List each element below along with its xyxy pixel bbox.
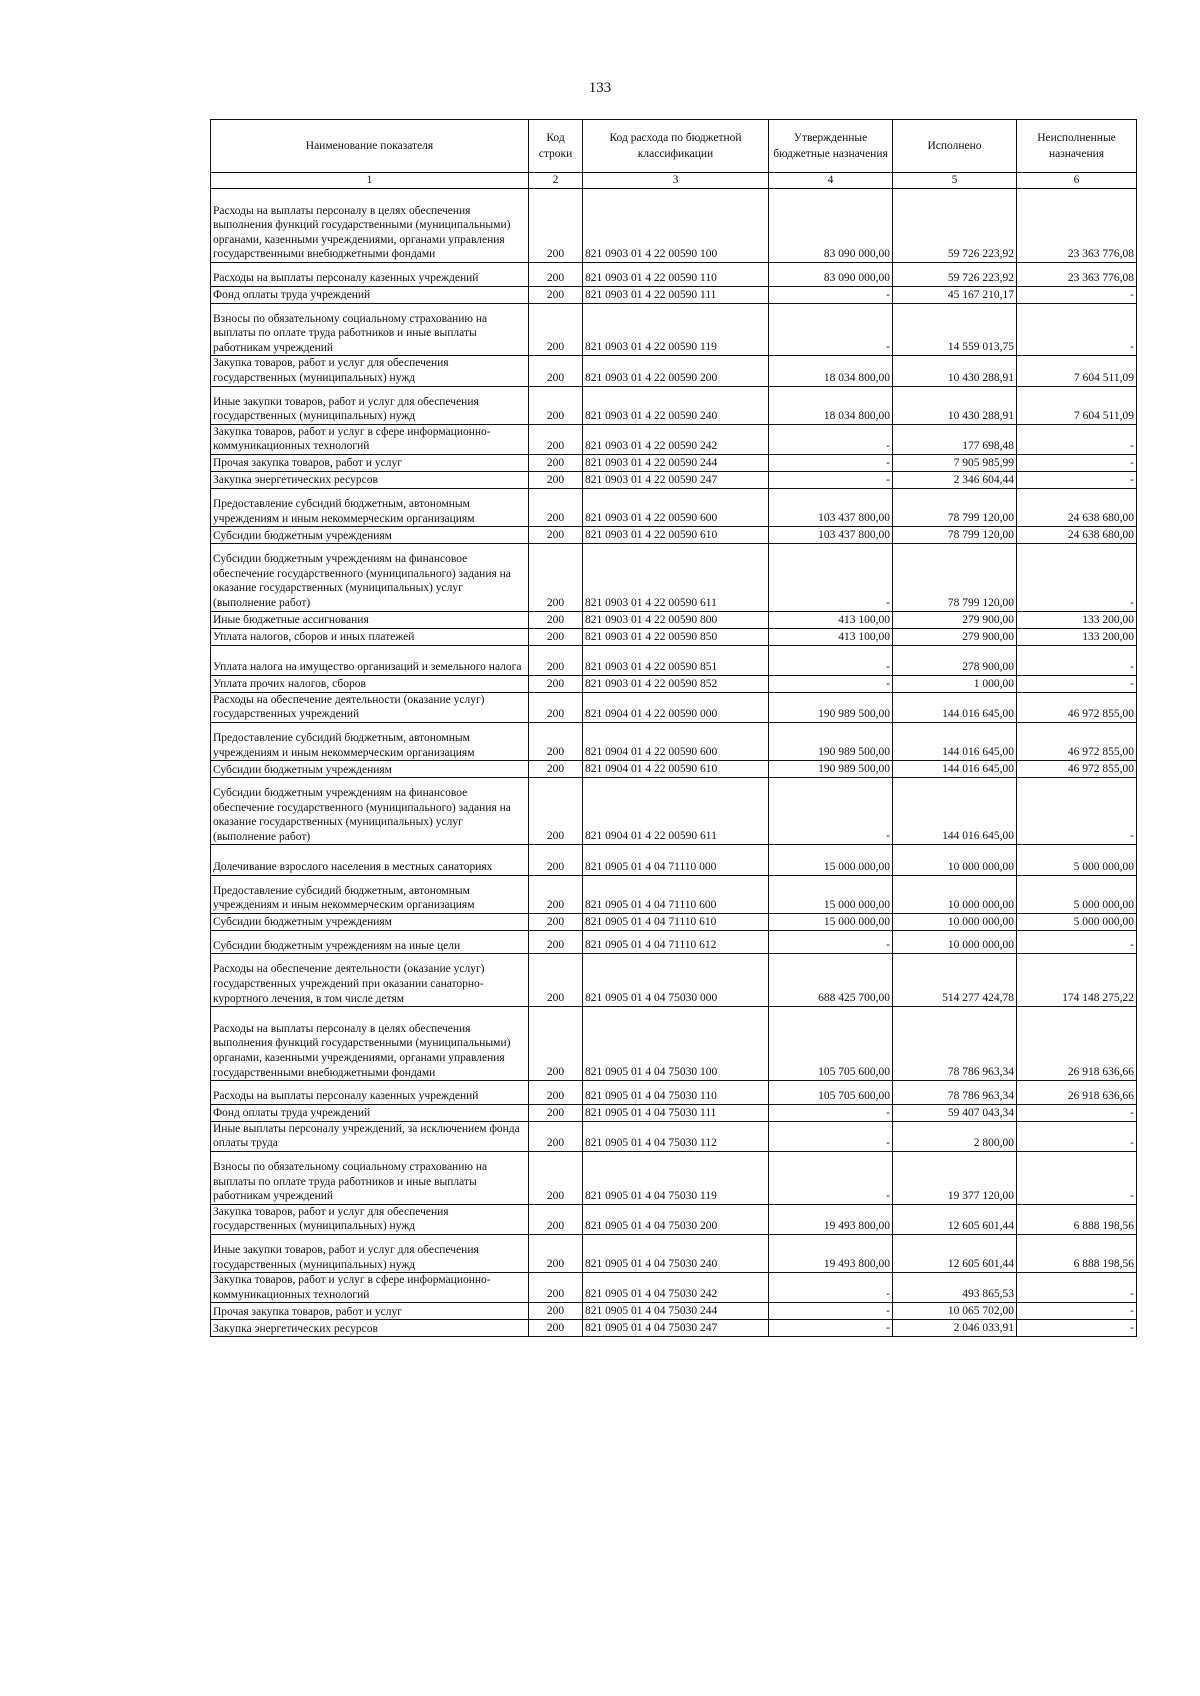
row-line-code-cell: 200 — [529, 286, 583, 303]
row-line-code-cell: 200 — [529, 954, 583, 1007]
table-body — [211, 189, 1137, 1337]
row-unexecuted-cell: 24 638 680,00 — [1017, 488, 1137, 526]
row-approved-cell: 19 493 800,00 — [769, 1235, 893, 1273]
row-executed-cell: 10 065 702,00 — [893, 1303, 1017, 1320]
row-executed-cell: 7 905 985,99 — [893, 454, 1017, 471]
row-name-cell: Иные бюджетные ассигнования — [211, 611, 529, 628]
table-row — [211, 471, 1137, 488]
row-approved-cell: - — [769, 1121, 893, 1151]
row-executed-cell: 10 000 000,00 — [893, 845, 1017, 875]
row-unexecuted-cell: - — [1017, 930, 1137, 954]
row-name-cell: Предоставление субсидий бюджетным, автономным учреждениям и иным некоммерческим организациям — [211, 875, 529, 913]
row-executed-cell: 78 786 963,34 — [893, 1007, 1017, 1081]
row-approved-cell: 18 034 800,00 — [769, 356, 893, 386]
row-budget-code-cell: 821 0903 01 4 22 00590 600 — [583, 488, 769, 526]
row-approved-cell: 18 034 800,00 — [769, 386, 893, 424]
row-line-code-cell: 200 — [529, 1081, 583, 1105]
row-approved-cell: 15 000 000,00 — [769, 913, 893, 930]
table-row — [211, 1204, 1137, 1234]
row-approved-cell: - — [769, 1152, 893, 1205]
header-executed: Исполнено — [893, 120, 1017, 173]
row-line-code-cell: 200 — [529, 761, 583, 778]
row-line-code-cell: 200 — [529, 1303, 583, 1320]
row-approved-cell: - — [769, 778, 893, 845]
row-approved-cell: 105 705 600,00 — [769, 1007, 893, 1081]
table-row — [211, 1104, 1137, 1121]
row-name-cell: Субсидии бюджетным учреждениям — [211, 913, 529, 930]
table-row — [211, 1320, 1137, 1337]
row-unexecuted-cell: - — [1017, 778, 1137, 845]
row-approved-cell: 103 437 800,00 — [769, 488, 893, 526]
table-row — [211, 628, 1137, 645]
row-approved-cell: 413 100,00 — [769, 611, 893, 628]
row-executed-cell: 14 559 013,75 — [893, 303, 1017, 356]
row-approved-cell: - — [769, 1320, 893, 1337]
row-approved-cell: 190 989 500,00 — [769, 722, 893, 760]
table-row — [211, 722, 1137, 760]
row-budget-code-cell: 821 0903 01 4 22 00590 800 — [583, 611, 769, 628]
row-unexecuted-cell: 7 604 511,09 — [1017, 356, 1137, 386]
row-line-code-cell: 200 — [529, 645, 583, 675]
row-line-code-cell: 200 — [529, 1273, 583, 1303]
row-unexecuted-cell: 26 918 636,66 — [1017, 1081, 1137, 1105]
row-name-cell: Фонд оплаты труда учреждений — [211, 286, 529, 303]
table-row — [211, 1273, 1137, 1303]
row-unexecuted-cell: - — [1017, 675, 1137, 692]
column-number: 1 — [211, 173, 529, 189]
row-executed-cell: 59 407 043,34 — [893, 1104, 1017, 1121]
row-name-cell: Расходы на выплаты персоналу казенных учреждений — [211, 1081, 529, 1105]
row-budget-code-cell: 821 0903 01 4 22 00590 852 — [583, 675, 769, 692]
row-budget-code-cell: 821 0905 01 4 04 75030 240 — [583, 1235, 769, 1273]
row-name-cell: Уплата налогов, сборов и иных платежей — [211, 628, 529, 645]
table-row — [211, 930, 1137, 954]
table-row — [211, 692, 1137, 722]
row-budget-code-cell: 821 0904 01 4 22 00590 600 — [583, 722, 769, 760]
row-approved-cell: - — [769, 1303, 893, 1320]
row-unexecuted-cell: 26 918 636,66 — [1017, 1007, 1137, 1081]
row-executed-cell: 177 698,48 — [893, 424, 1017, 454]
row-executed-cell: 78 786 963,34 — [893, 1081, 1017, 1105]
row-budget-code-cell: 821 0903 01 4 22 00590 200 — [583, 356, 769, 386]
row-budget-code-cell: 821 0903 01 4 22 00590 610 — [583, 527, 769, 544]
row-name-cell: Прочая закупка товаров, работ и услуг — [211, 454, 529, 471]
row-executed-cell: 144 016 645,00 — [893, 692, 1017, 722]
row-line-code-cell: 200 — [529, 692, 583, 722]
row-executed-cell: 10 000 000,00 — [893, 930, 1017, 954]
row-name-cell: Иные закупки товаров, работ и услуг для обеспечения государственных (муниципальных) нужд — [211, 1235, 529, 1273]
row-executed-cell: 144 016 645,00 — [893, 761, 1017, 778]
row-unexecuted-cell: 7 604 511,09 — [1017, 386, 1137, 424]
row-budget-code-cell: 821 0905 01 4 04 71110 612 — [583, 930, 769, 954]
row-line-code-cell: 200 — [529, 386, 583, 424]
row-unexecuted-cell: - — [1017, 471, 1137, 488]
column-number-row — [211, 173, 1137, 189]
table-row — [211, 386, 1137, 424]
column-number: 6 — [1017, 173, 1137, 189]
row-name-cell: Расходы на обеспечение деятельности (оказание услуг) государственных учреждений при оказании санаторно-курортного лечения, в том числе детям — [211, 954, 529, 1007]
row-line-code-cell: 200 — [529, 527, 583, 544]
row-budget-code-cell: 821 0903 01 4 22 00590 247 — [583, 471, 769, 488]
row-name-cell: Фонд оплаты труда учреждений — [211, 1104, 529, 1121]
row-unexecuted-cell: - — [1017, 645, 1137, 675]
row-budget-code-cell: 821 0903 01 4 22 00590 111 — [583, 286, 769, 303]
row-executed-cell: 78 799 120,00 — [893, 544, 1017, 611]
row-unexecuted-cell: 6 888 198,56 — [1017, 1235, 1137, 1273]
row-budget-code-cell: 821 0905 01 4 04 75030 200 — [583, 1204, 769, 1234]
row-line-code-cell: 200 — [529, 471, 583, 488]
row-name-cell: Расходы на обеспечение деятельности (оказание услуг) государственных учреждений — [211, 692, 529, 722]
row-approved-cell: - — [769, 645, 893, 675]
row-budget-code-cell: 821 0905 01 4 04 75030 111 — [583, 1104, 769, 1121]
row-unexecuted-cell: 133 200,00 — [1017, 628, 1137, 645]
row-budget-code-cell: 821 0903 01 4 22 00590 242 — [583, 424, 769, 454]
row-line-code-cell: 200 — [529, 303, 583, 356]
table-row — [211, 1152, 1137, 1205]
row-executed-cell: 12 605 601,44 — [893, 1235, 1017, 1273]
table-row — [211, 1081, 1137, 1105]
row-unexecuted-cell: 23 363 776,08 — [1017, 189, 1137, 263]
row-line-code-cell: 200 — [529, 722, 583, 760]
row-unexecuted-cell: - — [1017, 1320, 1137, 1337]
row-approved-cell: 83 090 000,00 — [769, 189, 893, 263]
table-row — [211, 454, 1137, 471]
row-unexecuted-cell: 46 972 855,00 — [1017, 722, 1137, 760]
row-unexecuted-cell: - — [1017, 1152, 1137, 1205]
header-approved: Утвержденные бюджетные назначения — [769, 120, 893, 173]
row-approved-cell: 190 989 500,00 — [769, 692, 893, 722]
row-unexecuted-cell: - — [1017, 1273, 1137, 1303]
row-unexecuted-cell: 133 200,00 — [1017, 611, 1137, 628]
row-name-cell: Субсидии бюджетным учреждениям на иные цели — [211, 930, 529, 954]
row-approved-cell: - — [769, 471, 893, 488]
row-unexecuted-cell: 174 148 275,22 — [1017, 954, 1137, 1007]
row-budget-code-cell: 821 0903 01 4 22 00590 850 — [583, 628, 769, 645]
row-approved-cell: - — [769, 1273, 893, 1303]
row-line-code-cell: 200 — [529, 611, 583, 628]
row-approved-cell: - — [769, 424, 893, 454]
row-line-code-cell: 200 — [529, 1320, 583, 1337]
row-line-code-cell: 200 — [529, 1121, 583, 1151]
row-executed-cell: 10 430 288,91 — [893, 386, 1017, 424]
row-line-code-cell: 200 — [529, 930, 583, 954]
row-budget-code-cell: 821 0903 01 4 22 00590 244 — [583, 454, 769, 471]
table-row — [211, 913, 1137, 930]
table-row — [211, 424, 1137, 454]
row-name-cell: Долечивание взрослого населения в местных санаториях — [211, 845, 529, 875]
row-line-code-cell: 200 — [529, 845, 583, 875]
row-unexecuted-cell: - — [1017, 1303, 1137, 1320]
row-approved-cell: 15 000 000,00 — [769, 845, 893, 875]
row-budget-code-cell: 821 0905 01 4 04 75030 244 — [583, 1303, 769, 1320]
row-name-cell: Предоставление субсидий бюджетным, автономным учреждениям и иным некоммерческим организациям — [211, 722, 529, 760]
row-budget-code-cell: 821 0904 01 4 22 00590 611 — [583, 778, 769, 845]
row-line-code-cell: 200 — [529, 675, 583, 692]
row-name-cell: Субсидии бюджетным учреждениям на финансовое обеспечение государственного (муниципального) задания на оказание государственных (муниципальных) услуг (выполнение работ) — [211, 778, 529, 845]
row-budget-code-cell: 821 0905 01 4 04 75030 110 — [583, 1081, 769, 1105]
row-executed-cell: 144 016 645,00 — [893, 722, 1017, 760]
row-name-cell: Закупка энергетических ресурсов — [211, 471, 529, 488]
table-row — [211, 675, 1137, 692]
row-unexecuted-cell: 46 972 855,00 — [1017, 692, 1137, 722]
row-approved-cell: - — [769, 286, 893, 303]
row-budget-code-cell: 821 0905 01 4 04 71110 610 — [583, 913, 769, 930]
row-unexecuted-cell: - — [1017, 454, 1137, 471]
row-unexecuted-cell: - — [1017, 544, 1137, 611]
column-number: 3 — [583, 173, 769, 189]
row-line-code-cell: 200 — [529, 189, 583, 263]
row-line-code-cell: 200 — [529, 628, 583, 645]
table-row — [211, 286, 1137, 303]
row-line-code-cell: 200 — [529, 544, 583, 611]
row-approved-cell: 190 989 500,00 — [769, 761, 893, 778]
row-executed-cell: 45 167 210,17 — [893, 286, 1017, 303]
row-budget-code-cell: 821 0904 01 4 22 00590 000 — [583, 692, 769, 722]
row-unexecuted-cell: - — [1017, 286, 1137, 303]
row-unexecuted-cell: - — [1017, 424, 1137, 454]
row-budget-code-cell: 821 0905 01 4 04 75030 000 — [583, 954, 769, 1007]
row-name-cell: Закупка товаров, работ и услуг в сфере информационно-коммуникационных технологий — [211, 1273, 529, 1303]
row-budget-code-cell: 821 0905 01 4 04 71110 600 — [583, 875, 769, 913]
table-row — [211, 954, 1137, 1007]
row-budget-code-cell: 821 0903 01 4 22 00590 110 — [583, 263, 769, 287]
row-unexecuted-cell: 24 638 680,00 — [1017, 527, 1137, 544]
header-unexecuted: Неисполненные назначения — [1017, 120, 1137, 173]
row-line-code-cell: 200 — [529, 1007, 583, 1081]
row-name-cell: Расходы на выплаты персоналу казенных учреждений — [211, 263, 529, 287]
row-executed-cell: 493 865,53 — [893, 1273, 1017, 1303]
row-approved-cell: 105 705 600,00 — [769, 1081, 893, 1105]
row-executed-cell: 514 277 424,78 — [893, 954, 1017, 1007]
row-line-code-cell: 200 — [529, 454, 583, 471]
row-unexecuted-cell: 23 363 776,08 — [1017, 263, 1137, 287]
row-name-cell: Закупка энергетических ресурсов — [211, 1320, 529, 1337]
row-line-code-cell: 200 — [529, 263, 583, 287]
row-name-cell: Взносы по обязательному социальному страхованию на выплаты по оплате труда работников и иные выплаты работникам учреждений — [211, 1152, 529, 1205]
row-line-code-cell: 200 — [529, 424, 583, 454]
row-unexecuted-cell: 5 000 000,00 — [1017, 875, 1137, 913]
table-row — [211, 544, 1137, 611]
table-row — [211, 761, 1137, 778]
row-executed-cell: 59 726 223,92 — [893, 263, 1017, 287]
table-row — [211, 356, 1137, 386]
column-number: 2 — [529, 173, 583, 189]
row-name-cell: Иные закупки товаров, работ и услуг для обеспечения государственных (муниципальных) нужд — [211, 386, 529, 424]
row-approved-cell: - — [769, 930, 893, 954]
table-row — [211, 1235, 1137, 1273]
table-row — [211, 1303, 1137, 1320]
row-approved-cell: - — [769, 454, 893, 471]
row-line-code-cell: 200 — [529, 356, 583, 386]
row-name-cell: Расходы на выплаты персоналу в целях обеспечения выполнения функций государственными (муниципальными) органами, казенными учреждениями, органами управления государственными внебюджетными фондами — [211, 189, 529, 263]
row-unexecuted-cell: 46 972 855,00 — [1017, 761, 1137, 778]
row-name-cell: Расходы на выплаты персоналу в целях обеспечения выполнения функций государственными (муниципальными) органами, казенными учреждениями, органами управления государственными внебюджетными фондами — [211, 1007, 529, 1081]
row-name-cell: Субсидии бюджетным учреждениям — [211, 761, 529, 778]
row-executed-cell: 279 900,00 — [893, 628, 1017, 645]
row-budget-code-cell: 821 0905 01 4 04 75030 119 — [583, 1152, 769, 1205]
row-executed-cell: 2 346 604,44 — [893, 471, 1017, 488]
row-approved-cell: - — [769, 1104, 893, 1121]
row-name-cell: Иные выплаты персоналу учреждений, за исключением фонда оплаты труда — [211, 1121, 529, 1151]
row-executed-cell: 10 430 288,91 — [893, 356, 1017, 386]
row-name-cell: Закупка товаров, работ и услуг для обеспечения государственных (муниципальных) нужд — [211, 356, 529, 386]
row-budget-code-cell: 821 0905 01 4 04 75030 242 — [583, 1273, 769, 1303]
table-row — [211, 1121, 1137, 1151]
row-unexecuted-cell: - — [1017, 303, 1137, 356]
row-approved-cell: 103 437 800,00 — [769, 527, 893, 544]
row-executed-cell: 144 016 645,00 — [893, 778, 1017, 845]
header-indicator-name: Наименование показателя — [211, 120, 529, 173]
row-line-code-cell: 200 — [529, 1204, 583, 1234]
table-row — [211, 611, 1137, 628]
row-executed-cell: 10 000 000,00 — [893, 875, 1017, 913]
row-budget-code-cell: 821 0904 01 4 22 00590 610 — [583, 761, 769, 778]
budget-execution-table — [210, 119, 1137, 1337]
row-budget-code-cell: 821 0905 01 4 04 75030 100 — [583, 1007, 769, 1081]
row-unexecuted-cell: - — [1017, 1121, 1137, 1151]
row-approved-cell: 413 100,00 — [769, 628, 893, 645]
row-executed-cell: 78 799 120,00 — [893, 488, 1017, 526]
row-budget-code-cell: 821 0903 01 4 22 00590 240 — [583, 386, 769, 424]
row-line-code-cell: 200 — [529, 1152, 583, 1205]
row-name-cell: Взносы по обязательному социальному страхованию на выплаты по оплате труда работников и иные выплаты работникам учреждений — [211, 303, 529, 356]
table-row — [211, 189, 1137, 263]
row-budget-code-cell: 821 0905 01 4 04 75030 247 — [583, 1320, 769, 1337]
row-line-code-cell: 200 — [529, 778, 583, 845]
row-line-code-cell: 200 — [529, 1104, 583, 1121]
row-line-code-cell: 200 — [529, 875, 583, 913]
row-name-cell: Прочая закупка товаров, работ и услуг — [211, 1303, 529, 1320]
row-budget-code-cell: 821 0903 01 4 22 00590 100 — [583, 189, 769, 263]
row-executed-cell: 2 046 033,91 — [893, 1320, 1017, 1337]
column-number: 4 — [769, 173, 893, 189]
table-row — [211, 303, 1137, 356]
row-approved-cell: 83 090 000,00 — [769, 263, 893, 287]
row-approved-cell: - — [769, 303, 893, 356]
column-number: 5 — [893, 173, 1017, 189]
row-budget-code-cell: 821 0905 01 4 04 75030 112 — [583, 1121, 769, 1151]
row-name-cell: Закупка товаров, работ и услуг в сфере информационно-коммуникационных технологий — [211, 424, 529, 454]
table-row — [211, 875, 1137, 913]
row-approved-cell: 19 493 800,00 — [769, 1204, 893, 1234]
row-approved-cell: 15 000 000,00 — [769, 875, 893, 913]
row-executed-cell: 1 000,00 — [893, 675, 1017, 692]
row-name-cell: Уплата прочих налогов, сборов — [211, 675, 529, 692]
table-row — [211, 1007, 1137, 1081]
header-row — [211, 120, 1137, 173]
table-row — [211, 527, 1137, 544]
row-name-cell: Уплата налога на имущество организаций и земельного налога — [211, 645, 529, 675]
page-number: 133 — [588, 80, 612, 96]
row-unexecuted-cell: 6 888 198,56 — [1017, 1204, 1137, 1234]
table-row — [211, 263, 1137, 287]
table-row — [211, 845, 1137, 875]
row-executed-cell: 10 000 000,00 — [893, 913, 1017, 930]
row-executed-cell: 59 726 223,92 — [893, 189, 1017, 263]
row-executed-cell: 2 800,00 — [893, 1121, 1017, 1151]
row-executed-cell: 278 900,00 — [893, 645, 1017, 675]
row-name-cell: Субсидии бюджетным учреждениям — [211, 527, 529, 544]
row-budget-code-cell: 821 0903 01 4 22 00590 611 — [583, 544, 769, 611]
row-executed-cell: 19 377 120,00 — [893, 1152, 1017, 1205]
row-name-cell: Предоставление субсидий бюджетным, автономным учреждениям и иным некоммерческим организациям — [211, 488, 529, 526]
row-unexecuted-cell: - — [1017, 1104, 1137, 1121]
row-executed-cell: 279 900,00 — [893, 611, 1017, 628]
row-executed-cell: 12 605 601,44 — [893, 1204, 1017, 1234]
header-budget-code: Код расхода по бюджетной классификации — [583, 120, 769, 173]
table-row — [211, 778, 1137, 845]
table-row — [211, 488, 1137, 526]
row-approved-cell: 688 425 700,00 — [769, 954, 893, 1007]
row-line-code-cell: 200 — [529, 1235, 583, 1273]
row-line-code-cell: 200 — [529, 488, 583, 526]
row-name-cell: Закупка товаров, работ и услуг для обеспечения государственных (муниципальных) нужд — [211, 1204, 529, 1234]
row-budget-code-cell: 821 0903 01 4 22 00590 119 — [583, 303, 769, 356]
row-unexecuted-cell: 5 000 000,00 — [1017, 913, 1137, 930]
row-approved-cell: - — [769, 675, 893, 692]
row-unexecuted-cell: 5 000 000,00 — [1017, 845, 1137, 875]
table-row — [211, 645, 1137, 675]
row-budget-code-cell: 821 0905 01 4 04 71110 000 — [583, 845, 769, 875]
row-executed-cell: 78 799 120,00 — [893, 527, 1017, 544]
header-line-code: Код строки — [529, 120, 583, 173]
row-approved-cell: - — [769, 544, 893, 611]
row-line-code-cell: 200 — [529, 913, 583, 930]
row-name-cell: Субсидии бюджетным учреждениям на финансовое обеспечение государственного (муниципального) задания на оказание государственных (муниципальных) услуг (выполнение работ) — [211, 544, 529, 611]
row-budget-code-cell: 821 0903 01 4 22 00590 851 — [583, 645, 769, 675]
